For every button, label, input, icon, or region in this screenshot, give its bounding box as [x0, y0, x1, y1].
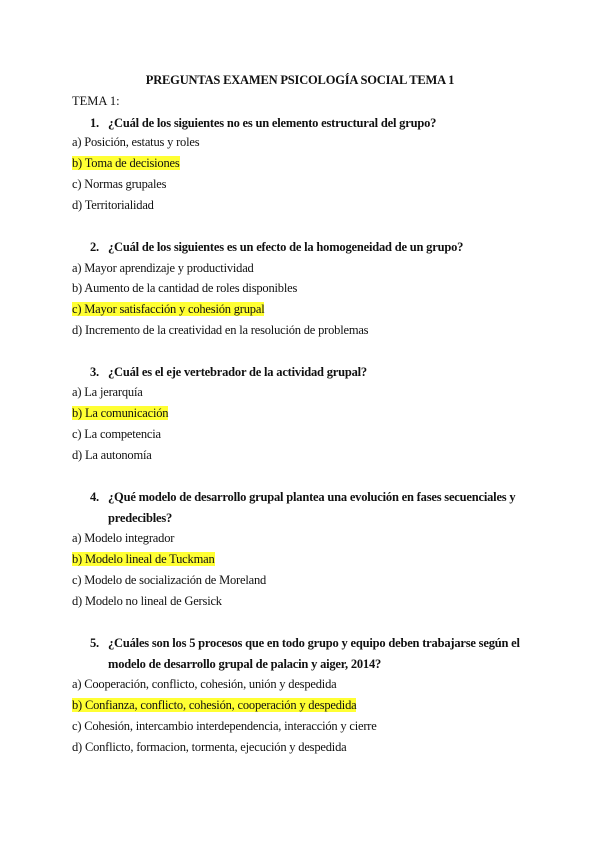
option-4c: c) Modelo de socialización de Moreland	[72, 573, 267, 587]
question-5	[0, 633, 600, 675]
section-heading: TEMA 1:	[72, 94, 120, 108]
question-number: 5.	[90, 636, 99, 650]
option-5a: a) Cooperación, conflicto, cohesión, unión y despedida	[72, 677, 337, 691]
option-1b	[72, 155, 180, 171]
question-2	[0, 237, 600, 258]
correct-answer-highlight: c) Mayor satisfacción y cohesión grupal	[72, 302, 265, 316]
question-text: ¿Cuál es el eje vertebrador de la actividad grupal?	[108, 365, 367, 379]
question-3	[0, 362, 600, 383]
correct-answer-highlight: b) Confianza, conflicto, cohesión, cooperación y despedida	[72, 698, 357, 712]
correct-answer-highlight: b) Modelo lineal de Tuckman	[72, 552, 215, 566]
option-3a: a) La jerarquía	[72, 385, 143, 399]
option-1d: d) Territorialidad	[72, 198, 154, 212]
question-number: 1.	[90, 116, 99, 130]
option-3d: d) La autonomía	[72, 448, 152, 462]
option-5b	[72, 697, 356, 713]
option-3b	[72, 405, 168, 421]
option-2b: b) Aumento de la cantidad de roles disponibles	[72, 281, 298, 295]
document-title: PREGUNTAS EXAMEN PSICOLOGÍA SOCIAL TEMA 1	[145, 73, 455, 87]
option-5c: c) Cohesión, intercambio interdependencia, interacción y cierre	[72, 719, 377, 733]
question-number: 4.	[90, 490, 99, 504]
option-1c: c) Normas grupales	[72, 177, 167, 191]
option-4a: a) Modelo integrador	[72, 531, 175, 545]
question-1	[0, 113, 600, 134]
option-3c: c) La competencia	[72, 427, 161, 441]
question-number: 2.	[90, 240, 99, 254]
option-2a: a) Mayor aprendizaje y productividad	[72, 261, 254, 275]
question-text: ¿Cuál de los siguientes no es un elemento estructural del grupo?	[108, 116, 437, 130]
question-text: ¿Cuáles son los 5 procesos que en todo grupo y equipo deben trabajarse según el modelo de desarrollo grupal de palacin y aiger, 2014?	[108, 636, 520, 671]
option-5d: d) Conflicto, formacion, tormenta, ejecución y despedida	[72, 740, 347, 754]
question-text: ¿Cuál de los siguientes es un efecto de la homogeneidad de un grupo?	[108, 240, 464, 254]
question-text: ¿Qué modelo de desarrollo grupal plantea una evolución en fases secuenciales y predecibles?	[108, 490, 516, 525]
question-number: 3.	[90, 365, 99, 379]
option-2c	[72, 301, 264, 317]
option-1a: a) Posición, estatus y roles	[72, 135, 200, 149]
option-2d: d) Incremento de la creatividad en la resolución de problemas	[72, 323, 369, 337]
correct-answer-highlight: b) La comunicación	[72, 406, 169, 420]
correct-answer-highlight: b) Toma de decisiones	[72, 156, 180, 170]
option-4d: d) Modelo no lineal de Gersick	[72, 594, 222, 608]
option-4b	[72, 551, 215, 567]
question-4	[0, 487, 600, 529]
